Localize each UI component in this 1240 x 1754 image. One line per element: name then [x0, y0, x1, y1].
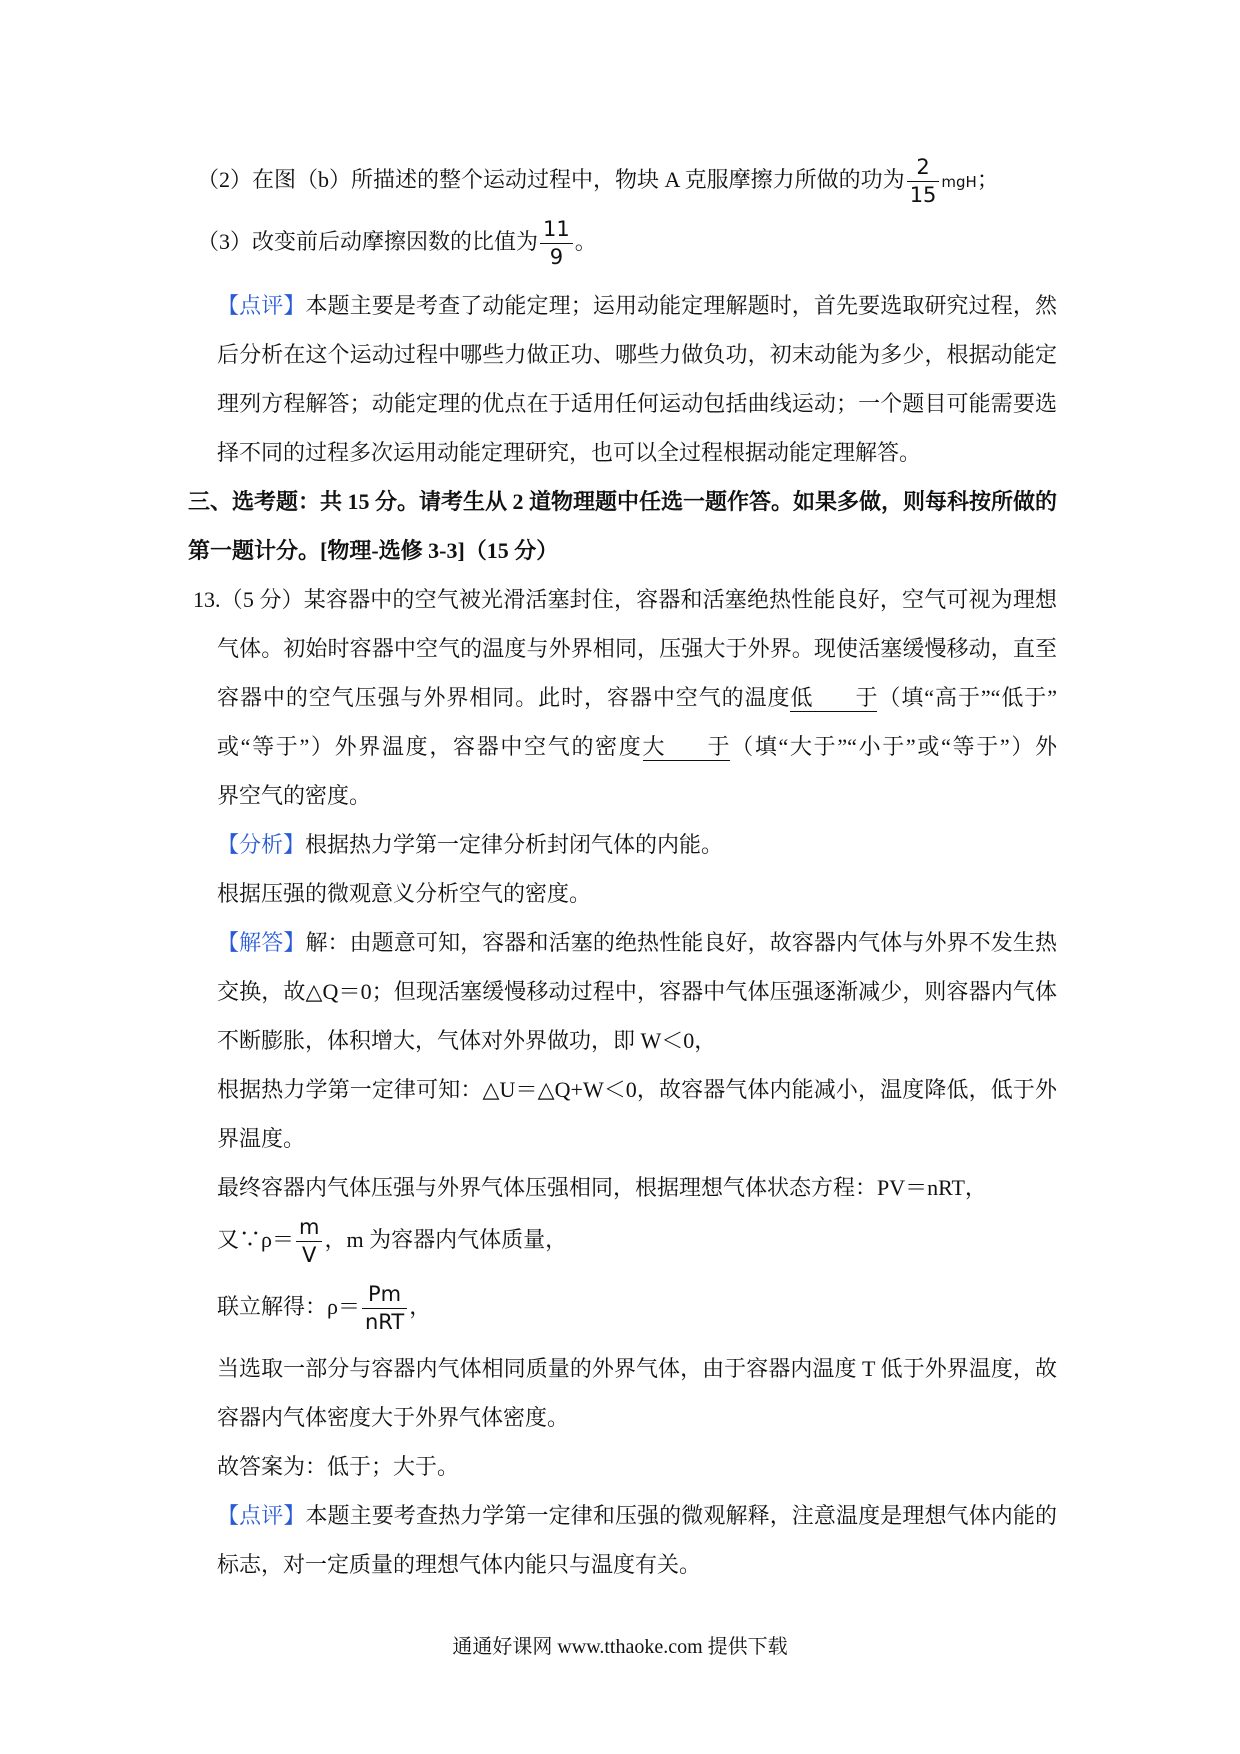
fraction-denominator: 9 [540, 243, 573, 268]
comment-1-line-3: 理列方程解答；动能定理的优点在于适用任何运动包括曲线运动；一个题目可能需要选 [217, 391, 1057, 416]
comment-1-line-1 [217, 281, 1057, 330]
density-result-line [217, 1275, 1057, 1339]
final-answer-line: 故答案为：低于；大于。 [217, 1454, 460, 1479]
question-13-line-4 [217, 722, 1057, 771]
section-heading-line-1: 三、选考题：共 15 分。请考生从 2 道物理题中任选一题作答。如果多做，则每科按所做的 [188, 489, 1058, 514]
density-definition-line [217, 1212, 1057, 1268]
section-heading-line-2: 第一题计分。[物理-选修 3-3]（15 分） [188, 538, 559, 563]
analysis-text: 根据热力学第一定律分析封闭气体的内能。 [305, 832, 724, 857]
analysis-tag: 【分析】 [217, 832, 306, 857]
fraction-numerator: m [298, 1215, 320, 1240]
equation-text: ， [409, 1294, 432, 1319]
equation-text: 又∵ρ＝ [217, 1227, 294, 1252]
comment-1-line-2: 后分析在这个运动过程中哪些力做正功、哪些力做负功，初末动能为多少，根据动能定 [217, 342, 1057, 367]
compare-line-2: 容器内气体密度大于外界气体密度。 [217, 1405, 570, 1430]
first-law-line-1: 根据热力学第一定律可知：△U＝△Q+W＜0，故容器气体内能减小，温度降低，低于外 [217, 1077, 1057, 1102]
solution-line-2: 交换，故△Q＝0；但现活塞缓慢移动过程中，容器中气体压强逐渐减少，则容器内气体 [217, 979, 1057, 1004]
equation-text: ，m 为容器内气体质量， [324, 1227, 568, 1252]
comment-text: 本题主要是考查了动能定理；运用动能定理解题时，首先要选取研究过程，然 [305, 293, 1057, 318]
question-text: （填“大于”“小于”或“等于”）外 [729, 734, 1058, 759]
item-3-text: （3）改变前后动摩擦因数的比值为 [197, 229, 539, 254]
item-2-text: （2）在图（b）所描述的整个运动过程中，物块 A 克服摩擦力所做的功为 [197, 167, 905, 192]
fraction-work [907, 157, 940, 206]
comment-1-line-4: 择不同的过程多次运用动能定理研究，也可以全过程根据动能定理解答。 [217, 440, 922, 465]
fraction-numerator: 11 [543, 217, 570, 242]
analysis-line-2: 根据压强的微观意义分析空气的密度。 [217, 881, 592, 906]
question-13-line-1: 13.（5 分）某容器中的空气被光滑活塞封住，容器和活塞绝热性能良好，空气可视为理想 [193, 587, 1057, 612]
solution-text: 解：由题意可知，容器和活塞的绝热性能良好，故容器内气体与外界不发生热 [305, 930, 1057, 955]
solution-line-3: 不断膨胀，体积增大，气体对外界做功，即 W＜0， [217, 1028, 717, 1053]
fraction-denominator: V [296, 1241, 322, 1266]
comment-2-line-1 [217, 1491, 1057, 1540]
comment-2-line-2: 标志，对一定质量的理想气体内能只与温度有关。 [217, 1552, 702, 1577]
question-text: 或“等于”）外界温度，容器中空气的密度 [217, 734, 643, 759]
answer-blank-1: 低于 [790, 685, 878, 710]
fraction-numerator: 2 [916, 155, 930, 180]
comment-text: 本题主要考查热力学第一定律和压强的微观解释，注意温度是理想气体内能的 [305, 1503, 1057, 1528]
question-13-line-5: 界空气的密度。 [217, 783, 372, 808]
item-2-unit: mgH [941, 173, 977, 191]
answer-item-3 [197, 211, 1057, 273]
fraction-ratio [540, 219, 573, 268]
question-text: 容器中的空气压强与外界相同。此时，容器中空气的温度 [217, 685, 791, 710]
equation-text: 联立解得：ρ＝ [217, 1294, 360, 1319]
answer-blank-2: 大于 [642, 734, 730, 759]
solution-tag: 【解答】 [217, 930, 306, 955]
first-law-line-2: 界温度。 [217, 1126, 306, 1151]
fraction-density [296, 1217, 322, 1266]
answer-item-2 [197, 149, 1057, 211]
solution-line-1 [217, 918, 1057, 967]
fraction-density-result [362, 1284, 407, 1333]
fraction-numerator: Pm [368, 1282, 402, 1307]
state-equation-line: 最终容器内气体压强与外界气体压强相同，根据理想气体状态方程：PV＝nRT， [217, 1175, 987, 1200]
comment-tag: 【点评】 [217, 293, 306, 318]
item-2-punct: ； [976, 167, 999, 192]
question-13-line-3 [217, 673, 1057, 722]
comment-tag: 【点评】 [217, 1503, 306, 1528]
analysis-line-1 [217, 820, 1057, 869]
compare-line-1: 当选取一部分与容器内气体相同质量的外界气体，由于容器内温度 T 低于外界温度，故 [217, 1356, 1057, 1381]
item-3-punct: 。 [574, 229, 597, 254]
page-footer: 通通好课网 www.tthaoke.com 提供下载 [452, 1636, 788, 1658]
question-13-line-2: 气体。初始时容器中空气的温度与外界相同，压强大于外界。现使活塞缓慢移动，直至 [217, 636, 1057, 661]
fraction-denominator: nRT [362, 1308, 407, 1333]
question-text: （填“高于”“低于” [877, 685, 1057, 710]
fraction-denominator: 15 [907, 181, 940, 206]
